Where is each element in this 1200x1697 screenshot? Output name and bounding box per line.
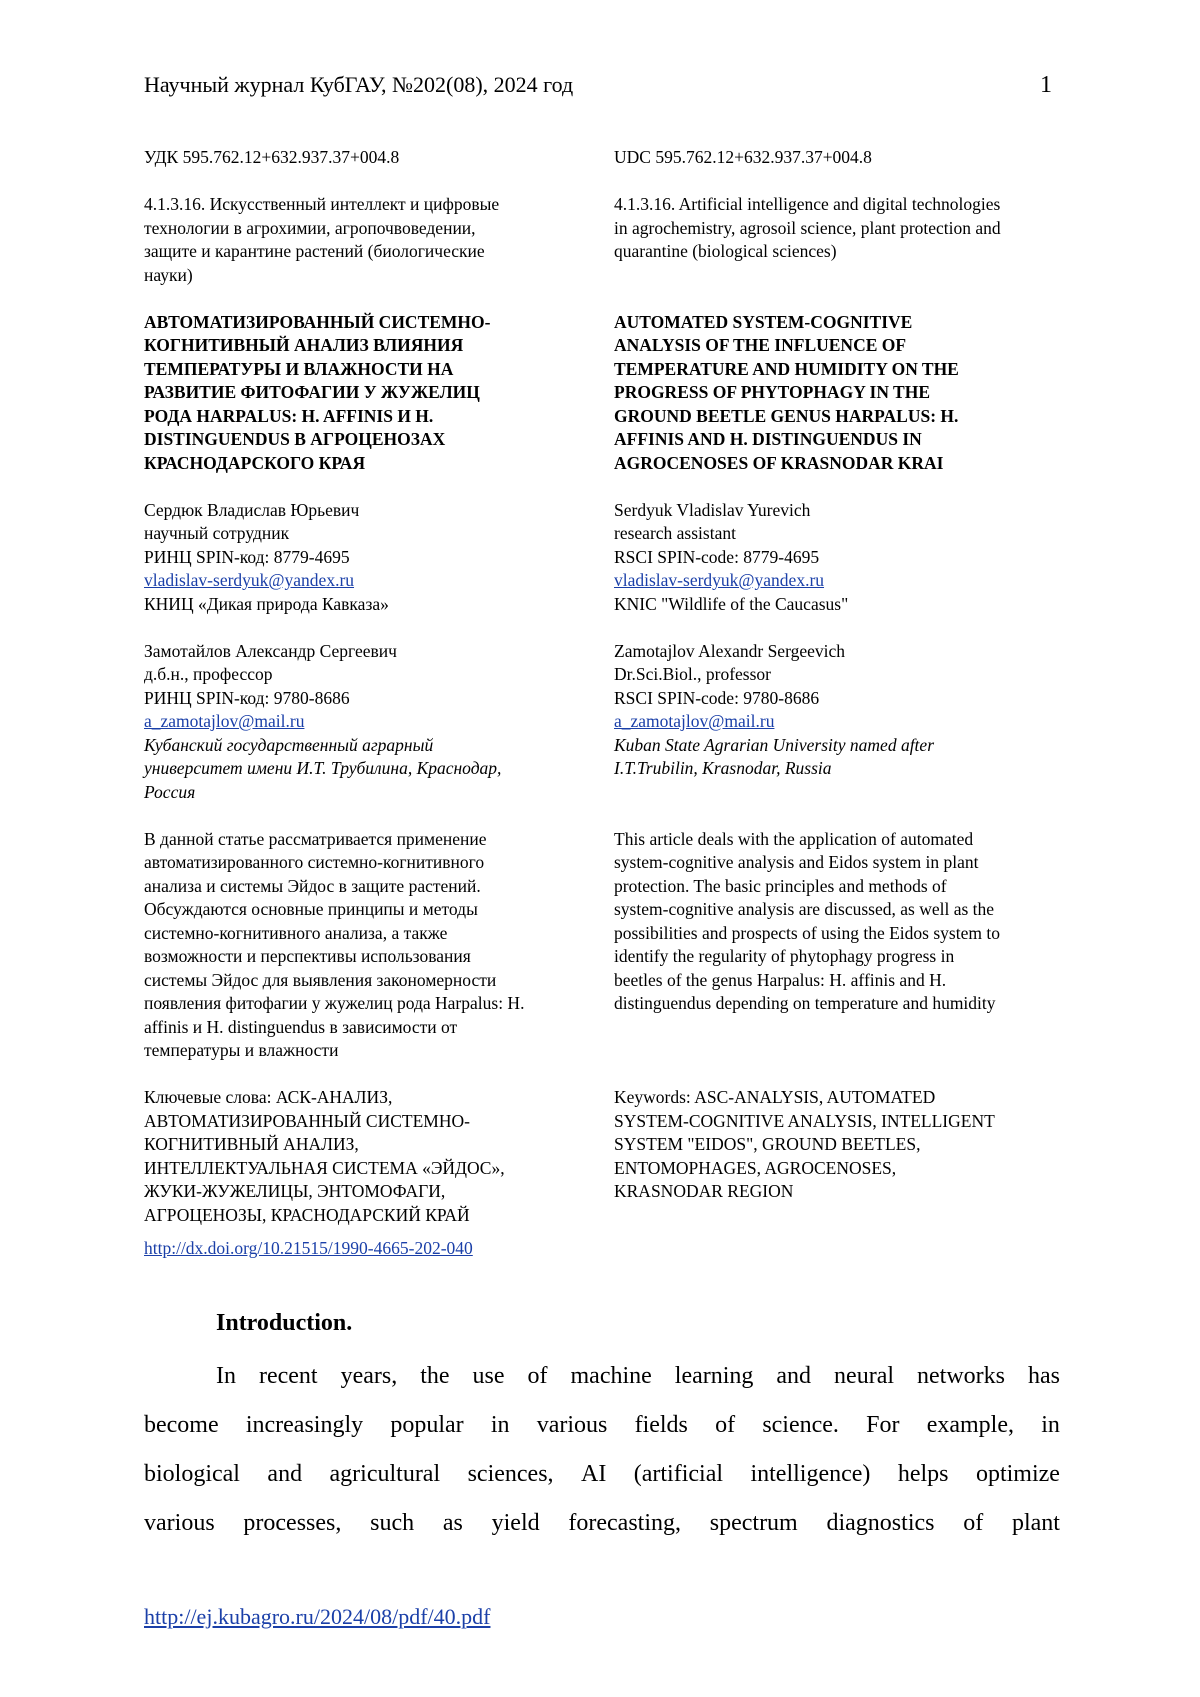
- word: In: [216, 1363, 236, 1389]
- word: yield: [491, 1510, 540, 1536]
- author-org: Россия: [144, 781, 196, 802]
- author1-ru: [144, 499, 588, 617]
- word: of: [963, 1510, 984, 1536]
- author-spin: РИНЦ SPIN-код: 9780-8686: [144, 687, 350, 708]
- author-org: университет имени И.Т. Трубилина, Краснодар,: [144, 758, 502, 778]
- keywords-en: Keywords: ASC-ANALYSIS, AUTOMATED SYSTEM-COGNITIVE ANALYSIS, INTELLIGENT SYSTEM "EIDOS", GROUND BEETLES, ENTOMOPHAGES, AGROCENOSES, KRASNODAR REGION: [614, 1087, 995, 1201]
- abstract-en: This article deals with the application of automated system-cognitive analysis and Eidos system in plant protection. The basic principles and methods of system-cognitive analysis are discussed, as well as the possibilities and prospects of using the Eidos system to identify the regularity of phytophagy progress in beetles of the genus Harpalus: H. affinis and H. distinguendus depending on temperature and humidity: [614, 828, 1000, 1013]
- word: as: [442, 1510, 463, 1536]
- word: years,: [340, 1363, 398, 1389]
- author-spin: RSCI SPIN-code: 9780-8686: [614, 687, 820, 708]
- word: and: [267, 1461, 303, 1487]
- author-org: I.T.Trubilin, Krasnodar, Russia: [614, 758, 832, 778]
- author-position: научный сотрудник: [144, 523, 290, 543]
- word: machine: [570, 1363, 652, 1389]
- footer-url-link[interactable]: http://ej.kubagro.ru/2024/08/pdf/40.pdf: [144, 1604, 491, 1629]
- abstract-ru: В данной статье рассматривается применение автоматизированного системно-когнитивного анализа и системы Эйдос в защите растений. Обсуждаются основные принципы и методы системно-когнитивного анализа, а также возможности и перспективы использования системы Эйдос для выявления закономерности появления фитофагии у жужелиц рода Harpalus: H. affinis и H. distinguendus в зависимости от температуры и влажности: [144, 828, 525, 1060]
- author-org: KNIC "Wildlife of the Caucasus": [614, 593, 849, 614]
- author-spin: РИНЦ SPIN-код: 8779-4695: [144, 546, 350, 567]
- word: For: [866, 1412, 900, 1438]
- word: popular: [390, 1412, 464, 1438]
- word: various: [536, 1412, 608, 1438]
- english-column: [614, 146, 1058, 1227]
- article-title-ru: АВТОМАТИЗИРОВАННЫЙ СИСТЕМНО- КОГНИТИВНЫЙ АНАЛИЗ ВЛИЯНИЯ ТЕМПЕРАТУРЫ И ВЛАЖНОСТИ НА РАЗВИТИЕ ФИТОФАГИИ У ЖУЖЕЛИЦ РОДА HARPALUS: H. AFFINIS И H. DISTINGUENDUS В АГРОЦЕНОЗАХ КРАСНОДАРСКОГО КРАЯ: [144, 311, 491, 473]
- word: fields: [634, 1412, 688, 1438]
- word: the: [420, 1363, 450, 1389]
- word: plant: [1011, 1510, 1060, 1536]
- author2-en: [614, 640, 1058, 805]
- word: networks: [917, 1363, 1005, 1389]
- word: learning: [674, 1363, 754, 1389]
- word: in: [490, 1412, 510, 1438]
- author-org: КНИЦ «Дикая природа Кавказа»: [144, 593, 389, 614]
- article-title-en: AUTOMATED SYSTEM-COGNITIVE ANALYSIS OF THE INFLUENCE OF TEMPERATURE AND HUMIDITY ON THE PROGRESS OF PHYTOPHAGY IN THE GROUND BEETLE GENUS HARPALUS: H. AFFINIS AND H. DISTINGUENDUS IN AGROCENOSES OF KRASNODAR KRAI: [614, 311, 959, 473]
- word: spectrum: [709, 1510, 798, 1536]
- word: agricultural: [329, 1461, 441, 1487]
- author-email-link[interactable]: vladislav-serdyuk@yandex.ru: [614, 570, 825, 590]
- specialty-en: 4.1.3.16. Artificial intelligence and digital technologies in agrochemistry, agrosoil science, plant protection and quarantine (biological sciences): [614, 194, 1001, 261]
- introduction-heading: Introduction.: [216, 1310, 353, 1336]
- author-position: Dr.Sci.Biol., professor: [614, 664, 772, 684]
- word: various: [144, 1510, 215, 1536]
- word: helps: [897, 1461, 949, 1487]
- word: sciences,: [467, 1461, 554, 1487]
- word: and: [776, 1363, 812, 1389]
- word: of: [527, 1363, 548, 1389]
- word: example,: [926, 1412, 1014, 1438]
- word: use: [472, 1363, 505, 1389]
- author-email-link[interactable]: a_zamotajlov@mail.ru: [144, 711, 305, 731]
- author-position: research assistant: [614, 523, 736, 543]
- word: forecasting,: [568, 1510, 681, 1536]
- author1-en: [614, 499, 1058, 617]
- word: diagnostics: [826, 1510, 935, 1536]
- author-org: Kuban State Agrarian University named after: [614, 734, 934, 755]
- russian-column: [144, 146, 588, 1251]
- author-name: Serdyuk Vladislav Yurevich: [614, 499, 811, 520]
- author-name: Zamotajlov Alexandr Sergeevich: [614, 640, 845, 661]
- paragraph-line: [144, 1450, 1060, 1499]
- word: of: [715, 1412, 736, 1438]
- specialty-ru: 4.1.3.16. Искусственный интеллект и цифровые технологии в агрохимии, агропочвоведении, защите и карантине растений (биологические науки): [144, 194, 500, 285]
- word: processes,: [243, 1510, 342, 1536]
- word: such: [370, 1510, 415, 1536]
- udc-en: UDC 595.762.12+632.937.37+004.8: [614, 147, 872, 167]
- word: AI: [580, 1461, 607, 1487]
- doi-link[interactable]: http://dx.doi.org/10.21515/1990-4665-202-040: [144, 1238, 473, 1258]
- word: increasingly: [245, 1412, 364, 1438]
- paragraph-line: [144, 1352, 1060, 1401]
- author-org: Кубанский государственный аграрный: [144, 734, 434, 755]
- author-email-link[interactable]: vladislav-serdyuk@yandex.ru: [144, 570, 355, 590]
- author-email-link[interactable]: a_zamotajlov@mail.ru: [614, 711, 775, 731]
- journal-header: Научный журнал КубГАУ, №202(08), 2024 год: [144, 72, 574, 97]
- author-spin: RSCI SPIN-code: 8779-4695: [614, 546, 820, 567]
- word: optimize: [975, 1461, 1060, 1487]
- page-number: 1: [1040, 72, 1052, 98]
- word: (artificial: [633, 1461, 724, 1487]
- keywords-ru: Ключевые слова: АСК-АНАЛИЗ, АВТОМАТИЗИРОВАННЫЙ СИСТЕМНО- КОГНИТИВНЫЙ АНАЛИЗ, ИНТЕЛЛЕКТУАЛЬНАЯ СИСТЕМА «ЭЙДОС», ЖУКИ-ЖУЖЕЛИЦЫ, ЭНТОМОФАГИ, АГРОЦЕНОЗЫ, КРАСНОДАРСКИЙ КРАЙ: [144, 1087, 505, 1225]
- paragraph-line: [144, 1401, 1060, 1450]
- word: recent: [258, 1363, 318, 1389]
- word: neural: [834, 1363, 895, 1389]
- paragraph-line: [144, 1499, 1060, 1548]
- word: has: [1027, 1363, 1060, 1389]
- word: become: [144, 1412, 219, 1438]
- udc-ru: УДК 595.762.12+632.937.37+004.8: [144, 147, 400, 167]
- word: biological: [144, 1461, 240, 1487]
- word: in: [1041, 1412, 1060, 1438]
- author2-ru: [144, 640, 588, 805]
- word: science.: [762, 1412, 839, 1438]
- word: intelligence): [750, 1461, 871, 1487]
- author-name: Сердюк Владислав Юрьевич: [144, 499, 360, 520]
- author-name: Замотайлов Александр Сергеевич: [144, 640, 397, 661]
- introduction-paragraph: [144, 1352, 1060, 1548]
- author-position: д.б.н., профессор: [144, 664, 273, 684]
